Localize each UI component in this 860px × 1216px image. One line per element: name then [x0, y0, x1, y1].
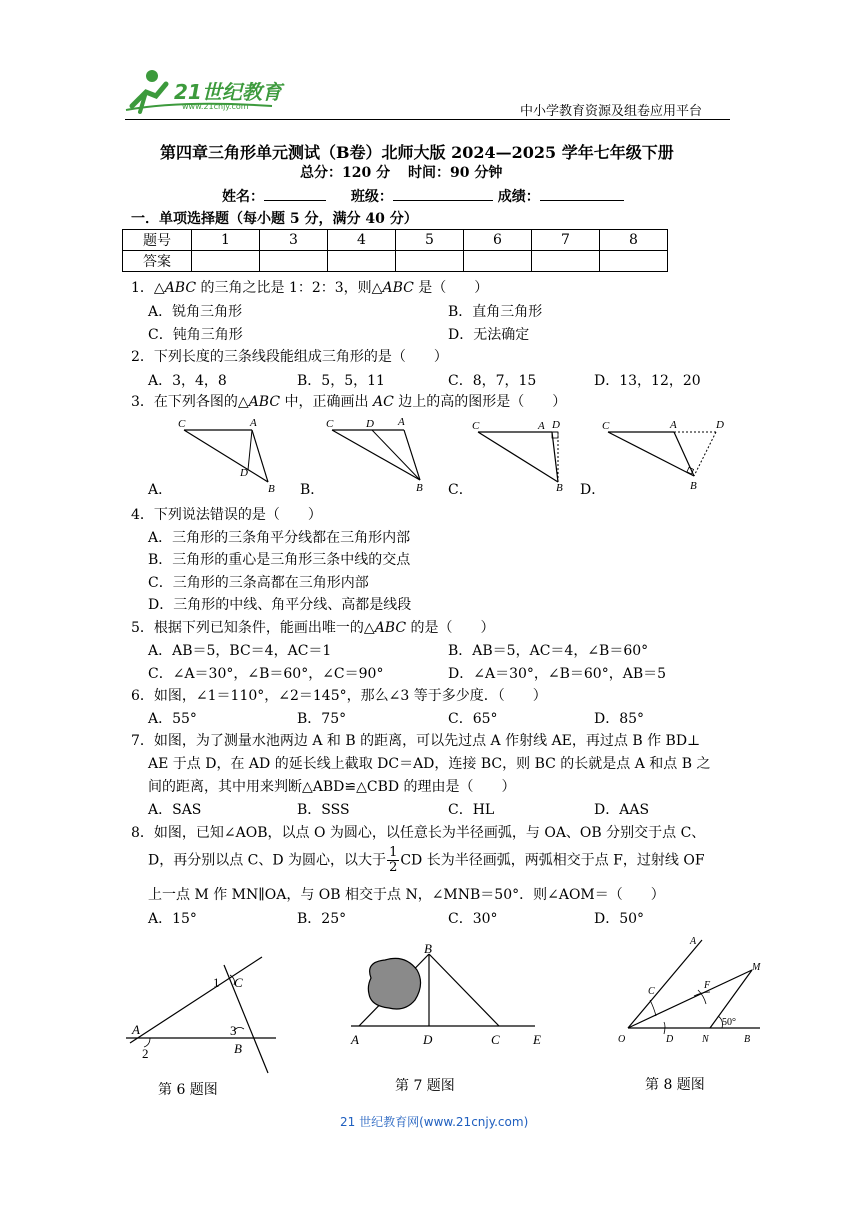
point-label: A [690, 936, 697, 947]
question-7-line-1: 7．如图，为了测量水池两边 A 和 B 的距离，可以先过点 A 作射线 AE，再过点 B 作 BD⊥ [131, 733, 701, 749]
q5-option-b[interactable]: B．AB＝5，AC＝4，∠B＝60° [448, 643, 649, 659]
name-field[interactable] [264, 200, 326, 201]
angle-label: 3 [230, 1023, 237, 1038]
name-label: 姓名： [222, 189, 264, 205]
exam-total: 总分：120 分 [300, 165, 391, 181]
q5-option-c[interactable]: C．∠A＝30°，∠B＝60°，∠C＝90° [148, 666, 384, 682]
point-label: C [234, 975, 243, 990]
table-row [123, 251, 668, 272]
platform-label: 中小学教育资源及组卷应用平台 [520, 104, 703, 119]
point-label: B [744, 1034, 751, 1045]
answer-table [122, 229, 668, 272]
q3-option-c[interactable]: C． [448, 482, 473, 498]
table-cell: 3 [260, 230, 328, 251]
table-cell: 6 [464, 230, 532, 251]
question-7-line-3: 间的距离，其中用来判断△ABD≌△CBD 的理由是（ ） [148, 779, 516, 795]
figure-8-caption: 第 8 题图 [645, 1077, 705, 1093]
q8-option-a[interactable]: A．15° [148, 911, 197, 927]
q3-figure-c [468, 414, 578, 494]
q5-option-a[interactable]: A．AB＝5，BC＝4，AC＝1 [148, 643, 332, 659]
label: C [178, 418, 186, 430]
q3-figure-d [598, 414, 730, 494]
q4-option-a[interactable]: A．三角形的三条角平分线都在三角形内部 [148, 530, 411, 546]
q7-option-a[interactable]: A．SAS [148, 802, 202, 818]
q4-option-d[interactable]: D．三角形的中线、角平分线、高都是线段 [148, 597, 412, 613]
q7-option-c[interactable]: C．HL [448, 802, 495, 818]
point-label: B [234, 1041, 242, 1056]
figure-6 [120, 945, 280, 1075]
figure-7 [345, 940, 555, 1050]
point-label: O [618, 1034, 626, 1045]
table-cell: 5 [396, 230, 464, 251]
exam-title: 第四章三角形单元测试（B卷）北师大版 2024—2025 学年七年级下册 [160, 143, 674, 162]
q8-option-d[interactable]: D．50° [594, 911, 645, 927]
question-2-stem: 2．下列长度的三条线段能组成三角形的是（ ） [131, 349, 448, 365]
question-8-line-3: 上一点 M 作 MN∥OA，与 OB 相交于点 N，∠MNB＝50°．则∠AOM＝（ ） [148, 887, 665, 903]
table-header-label: 题号 [123, 230, 192, 251]
question-6-stem: 6．如图，∠1＝110°，∠2＝145°，那么∠3 等于多少度．（ ） [131, 688, 547, 704]
label: D [552, 419, 560, 431]
table-cell: 1 [192, 230, 260, 251]
table-cell: 7 [532, 230, 600, 251]
q6-option-d[interactable]: D．85° [594, 711, 645, 727]
table-header-label: 答案 [123, 251, 192, 272]
label: C [602, 420, 610, 432]
point-label: N [702, 1034, 709, 1045]
label: C [472, 420, 480, 432]
q1-option-d[interactable]: D．无法确定 [448, 327, 530, 343]
q1-option-b[interactable]: B．直角三角形 [448, 304, 543, 320]
pond-shape [368, 958, 420, 1009]
q5-option-d[interactable]: D．∠A＝30°，∠B＝60°，AB＝5 [448, 666, 667, 682]
figure-7-caption: 第 7 题图 [395, 1078, 455, 1094]
label: D [366, 418, 374, 430]
answer-cell[interactable] [260, 251, 328, 272]
q2-option-c[interactable]: C．8，7，15 [448, 373, 537, 389]
answer-cell[interactable] [600, 251, 668, 272]
question-7-line-2: AE 于点 D，在 AD 的延长线上截取 DC＝AD，连接 BC，则 BC 的长就是点 A 和点 B 之 [148, 756, 711, 772]
point-label: D [666, 1034, 674, 1045]
point-label: E [533, 1032, 541, 1047]
footer-link[interactable]: 21 世纪教育网(www.21cnjy.com) [340, 1115, 529, 1129]
answer-cell[interactable] [464, 251, 532, 272]
q2-option-d[interactable]: D．13，12，20 [594, 373, 701, 389]
class-label: 班级： [350, 189, 393, 205]
point-label: F [704, 980, 711, 991]
figure-6-caption: 第 6 题图 [158, 1082, 218, 1098]
angle-label: 1 [213, 975, 220, 990]
label: B [268, 483, 275, 494]
q3-option-a[interactable]: A． [148, 482, 173, 498]
q2-option-b[interactable]: B．5，5，11 [297, 373, 385, 389]
question-4-stem: 4．下列说法错误的是（ ） [131, 507, 322, 523]
question-1-stem: 1．△ABC 的三角之比是 1：2：3，则△ABC 是（ ） [131, 280, 489, 296]
label: A [398, 416, 405, 428]
q3-option-d[interactable]: D． [580, 482, 606, 498]
question-3-stem: 3．在下列各图的△ABC 中，正确画出 AC 边上的高的图形是（ ） [131, 394, 567, 410]
logo-text: 21世纪教育 [174, 80, 282, 104]
question-5-stem: 5．根据下列已知条件，能画出唯一的△ABC 的是（ ） [131, 620, 495, 636]
label: D [240, 467, 248, 479]
q6-option-a[interactable]: A．55° [148, 711, 197, 727]
question-8-line-1: 8．如图，已知∠AOB，以点 O 为圆心，以任意长为半径画弧，与 OA、OB 分别交于点 C、 [131, 825, 706, 841]
label: B [690, 480, 697, 492]
logo-url: www.21cnjy.com [182, 102, 249, 111]
label: B [556, 482, 563, 494]
table-cell: 8 [600, 230, 668, 251]
point-label: C [648, 986, 655, 997]
point-label: D [423, 1032, 433, 1047]
logo [122, 66, 292, 116]
label: C [326, 418, 334, 430]
table-row [123, 230, 668, 251]
answer-cell[interactable] [192, 251, 260, 272]
point-label: M [752, 962, 761, 973]
q7-option-d[interactable]: D．AAS [594, 802, 650, 818]
q4-option-c[interactable]: C．三角形的三条高都在三角形内部 [148, 575, 369, 591]
q3-figure-b [320, 414, 440, 494]
point-label: B [424, 941, 432, 956]
label: A [538, 420, 545, 432]
q8-option-b[interactable]: B．25° [297, 911, 347, 927]
q6-option-b[interactable]: B．75° [297, 711, 347, 727]
q3-option-b[interactable]: B． [300, 482, 325, 498]
q2-option-a[interactable]: A．3，4，8 [148, 373, 227, 389]
q8-option-c[interactable]: C．30° [448, 911, 498, 927]
label: A [250, 417, 257, 429]
point-label: C [491, 1032, 500, 1047]
q7-option-b[interactable]: B．SSS [297, 802, 350, 818]
table-cell: 4 [328, 230, 396, 251]
score-label: 成绩： [497, 189, 540, 205]
answer-cell[interactable] [532, 251, 600, 272]
score-field[interactable] [540, 200, 624, 201]
angle-label: 50° [722, 1017, 736, 1028]
angle-label: 2 [142, 1046, 149, 1061]
label: A [670, 419, 677, 431]
q4-option-b[interactable]: B．三角形的重心是三角形三条中线的交点 [148, 552, 411, 568]
answer-cell[interactable] [328, 251, 396, 272]
point-label: A [132, 1022, 140, 1037]
header-divider [125, 119, 730, 120]
q1-option-c[interactable]: C．钝角三角形 [148, 327, 243, 343]
class-field[interactable] [393, 200, 493, 201]
exam-time: 时间：90 分钟 [408, 165, 503, 181]
student-info [222, 186, 624, 206]
question-8-line-2: D，再分别以点 C、D 为圆心，以大于 $\frac{1}{2}$ CD 长为半径画弧，两弧相交于点 F，过射线 OF [148, 845, 705, 875]
q1-option-a[interactable]: A．锐角三角形 [148, 304, 243, 320]
answer-cell[interactable] [396, 251, 464, 272]
fraction: $\frac{1}{2}$ [389, 845, 398, 875]
figure-8 [614, 930, 764, 1050]
section-1-title: 一．单项选择题（每小题 5 分，满分 40 分） [131, 211, 418, 227]
label: B [416, 482, 423, 494]
q3-figure-a [170, 414, 280, 494]
point-label: A [351, 1032, 359, 1047]
label: D [716, 419, 724, 431]
q6-option-c[interactable]: C．65° [448, 711, 498, 727]
